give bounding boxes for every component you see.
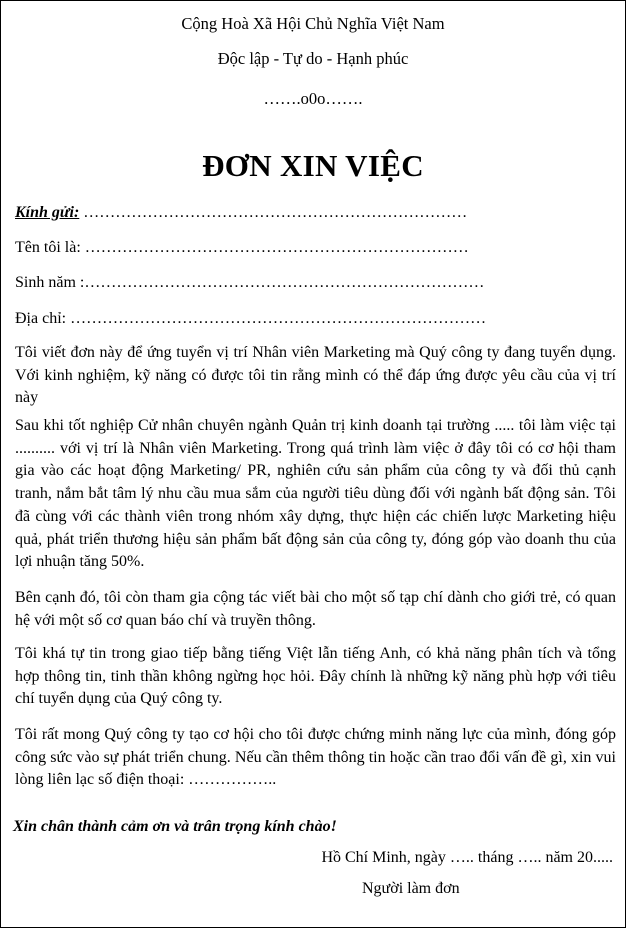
recipient-blank: ………………………………………………………………: [79, 204, 468, 221]
signer-label: Người làm đơn: [362, 880, 460, 897]
paragraph-intro: Tôi viết đơn này để ứng tuyển vị trí Nhân viên Marketing mà Quý công ty đang tuyển dụng. Với kinh nghiệm, kỹ năng có được tôi tin rằng mình có thể đáp ứng được yêu cầu của vị trí này: [15, 344, 616, 407]
paragraph-request: Tôi rất mong Quý công ty tạo cơ hội cho tôi được chứng minh năng lực của mình, đóng góp công sức vào sự phát triển chung. Nếu cần thêm thông tin hoặc cần trao đổi vấn đề gì, xin vui lòng liên lạc số điện thoại: ……………..: [15, 726, 616, 789]
paragraph-skills: Tôi khá tự tin trong giao tiếp bằng tiếng Việt lẫn tiếng Anh, có khả năng phân tích và tổng hợp thông tin, tinh thần không ngừng học hỏi. Đây chính là những kỹ năng phù hợp với tiêu chí tuyển dụng của Quý công ty.: [15, 645, 616, 708]
paragraph-experience: Sau khi tốt nghiệp Cử nhân chuyên ngành Quản trị kinh doanh tại trường ..... tôi làm việc tại .......... với vị trí là Nhân viên Marketing. Trong quá trình làm việc ở đây tôi có cơ hội tham gia vào các hoạt động Marketing/ PR, nghiên cứu sản phẩm của công ty và đối thủ cạnh tranh, nắm bắt tâm lý nhu cầu mua sắm của người tiêu dùng đối với ngành bất động sản. Tôi đã cùng với các thành viên trong nhóm xây dựng, thực hiện các chiến lược Marketing hiệu quả, phát triển thương hiệu sản phẩm bất động sản của công ty, đóng góp vào doanh thu của lợi nhuận tăng 50%.: [15, 417, 616, 571]
address-line: Địa chỉ: ……………………………………………………………………: [15, 310, 487, 327]
paragraph-writing: Bên cạnh đó, tôi còn tham gia cộng tác viết bài cho một số tạp chí dành cho giới trẻ, có quan hệ với một số cơ quan báo chí và truyền thông.: [15, 589, 616, 629]
birth-year-line: Sinh năm :…………………………………………………………………: [15, 274, 485, 291]
recipient-label: Kính gửi:: [15, 204, 80, 221]
name-line: Tên tôi là: ………………………………………………………………: [15, 239, 469, 256]
ornament-divider: …….o0o…….: [263, 89, 363, 108]
motto: Độc lập - Tự do - Hạnh phúc: [217, 49, 409, 68]
document-title: ĐƠN XIN VIỆC: [202, 148, 424, 183]
recipient-line: [15, 204, 467, 222]
closing-line: Xin chân thành cảm ơn và trân trọng kính chào!: [13, 818, 337, 835]
national-title: Cộng Hoà Xã Hội Chủ Nghĩa Việt Nam: [181, 14, 445, 33]
place-date-line: Hồ Chí Minh, ngày ….. tháng ….. năm 20.....: [321, 849, 613, 866]
